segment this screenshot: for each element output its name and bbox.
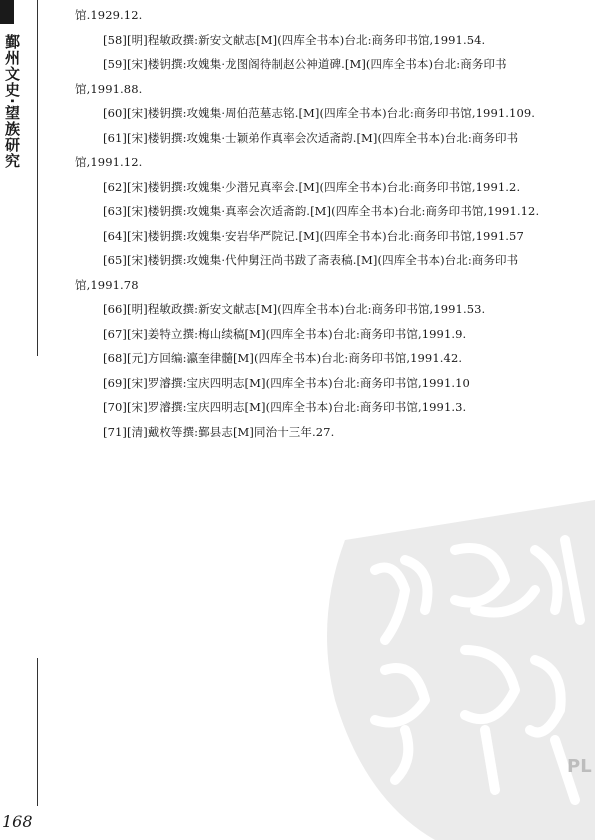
reference-item: [70][宋]罗濬撰:宝庆四明志[M](四库全书本)台北:商务印书馆,1991.3. xyxy=(103,400,467,414)
reference-item: [60][宋]楼钥撰:攻媿集·周伯范墓志铭.[M](四库全书本)台北:商务印书馆,1991.109. xyxy=(103,106,536,120)
seal-watermark xyxy=(305,500,595,840)
running-title: 鄞州文史·望族研究 xyxy=(3,34,21,169)
margin-rule-top xyxy=(37,0,38,356)
seal-corner-text: PL xyxy=(567,756,592,777)
reference-item: 馆.1929.12. xyxy=(75,8,143,22)
reference-item: [61][宋]楼钥撰:攻媿集·士颖弟作真率会次适斋韵.[M](四库全书本)台北:商务印书馆,1991.12. xyxy=(75,130,519,169)
reference-item: [71][清]戴枚等撰:鄞县志[M]同治十三年.27. xyxy=(103,424,335,439)
reference-item: [62][宋]楼钥撰:攻媿集·少潜兄真率会.[M](四库全书本)台北:商务印书馆,1991.2. xyxy=(103,179,521,194)
reference-item: [69][宋]罗濬撰:宝庆四明志[M](四库全书本)台北:商务印书馆,1991.10 xyxy=(103,375,470,390)
reference-item: [65][宋]楼钥撰:攻媿集·代仲舅汪尚书跋了斋表稿.[M](四库全书本)台北:商务印书馆,1991.78 xyxy=(75,253,519,292)
reference-item: [64][宋]楼钥撰:攻媿集·安岩华严院记.[M](四库全书本)台北:商务印书馆,1991.57 xyxy=(103,228,524,243)
reference-item: [68][元]方回编:瀛奎律髓[M](四库全书本)台北:商务印书馆,1991.42. xyxy=(103,351,463,365)
page-number: 168 xyxy=(2,812,33,831)
margin-rule-bottom xyxy=(37,658,38,806)
reference-item: [58][明]程敏政撰:新安文献志[M](四库全书本)台北:商务印书馆,1991.54. xyxy=(103,32,486,47)
reference-item: [63][宋]楼钥撰:攻媿集·真率会次适斋韵.[M](四库全书本)台北:商务印书馆,1991.12. xyxy=(103,204,540,218)
reference-list xyxy=(75,3,571,444)
reference-item: [59][宋]楼钥撰:攻媿集·龙图阁待制赵公神道碑.[M](四库全书本)台北:商务印书馆,1991.88. xyxy=(75,57,507,96)
reference-item: [66][明]程敏政撰:新安文献志[M](四库全书本)台北:商务印书馆,1991.53. xyxy=(103,302,486,316)
side-marker-block xyxy=(0,0,14,24)
reference-item: [67][宋]姜特立撰:梅山续稿[M](四库全书本)台北:商务印书馆,1991.9. xyxy=(103,326,467,341)
